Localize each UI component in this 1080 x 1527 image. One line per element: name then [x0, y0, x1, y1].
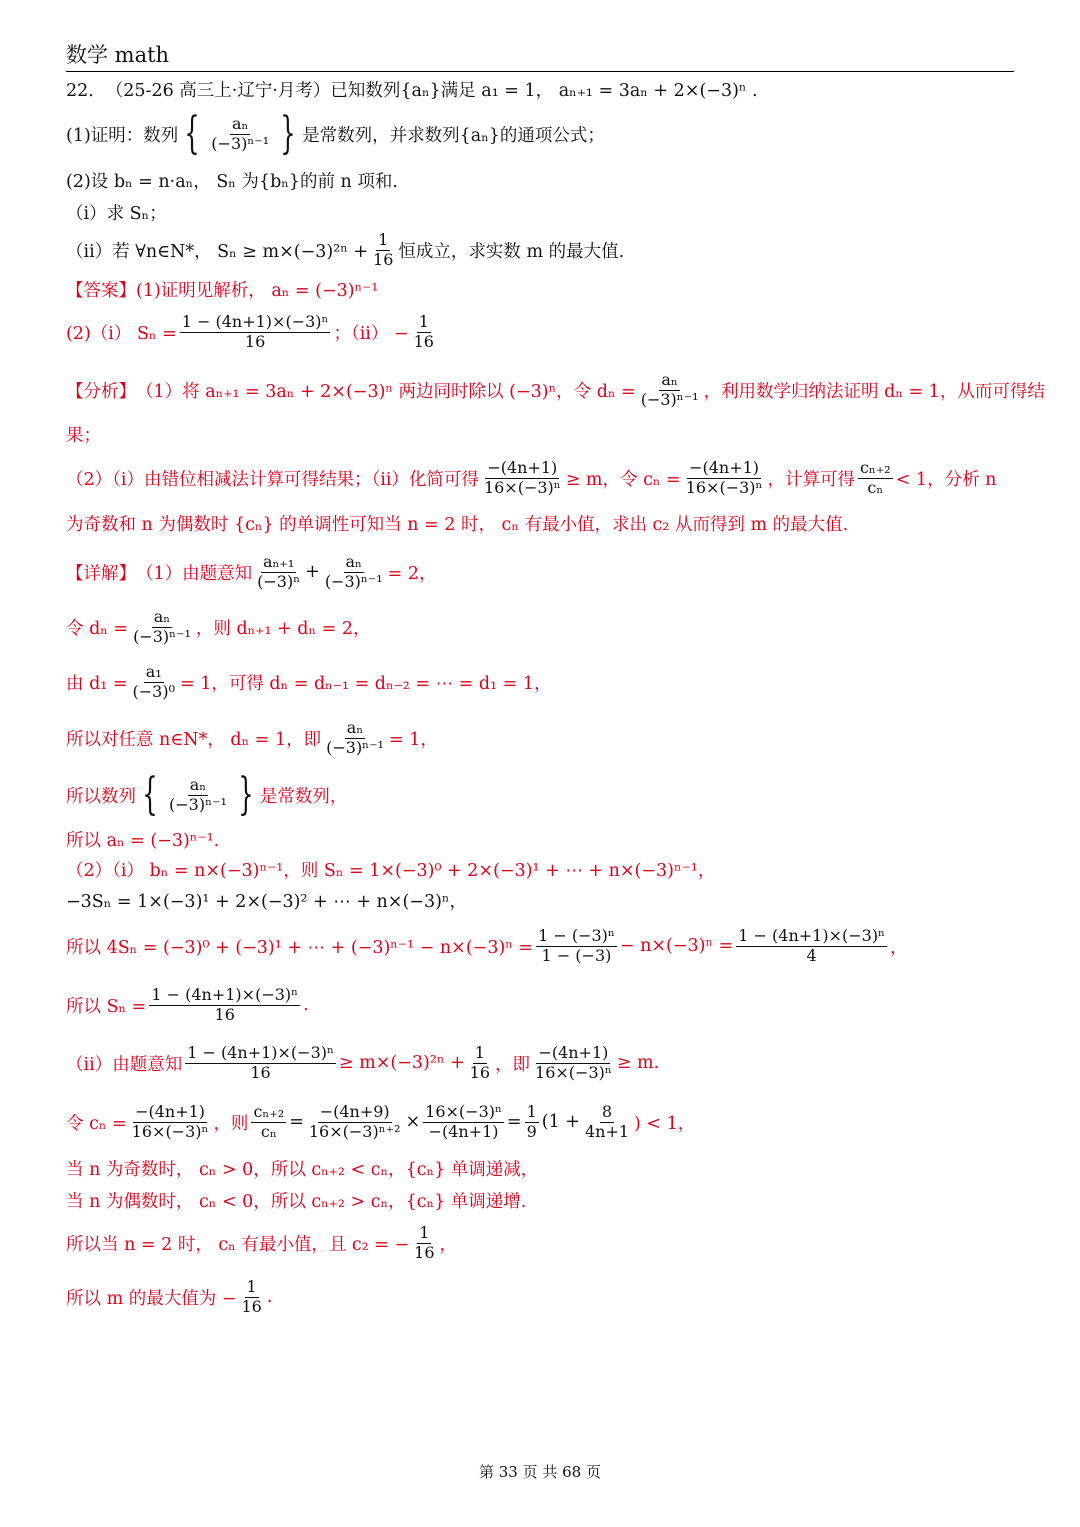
fraction: $\frac{\text{aₙ}}{\text{(−3)ⁿ⁻¹}}$ — [640, 370, 699, 409]
detail-line-6: 所以 aₙ = (−3)ⁿ⁻¹. — [66, 830, 220, 851]
problem-intro: 已知数列{aₙ}满足 a₁ = 1， aₙ₊₁ = 3aₙ + 2×(−3)ⁿ . — [330, 80, 758, 101]
fraction: $\frac{-(4n+9)}{\text{16×(−3)ⁿ⁺²}}$ — [308, 1102, 401, 1141]
fraction: $\frac{\text{aₙ₊₁}}{\text{(−3)ⁿ}}$ — [257, 552, 301, 591]
detail-line-9: 所以 4Sₙ = (−3)⁰ + (−3)¹ + ⋯ + (−3)ⁿ⁻¹ − n×(−3)ⁿ = $\frac{\text{1 − (−3)ⁿ}}{1 - (-3)}$ − n×(−3)ⁿ = $\frac{\text{1 − (4n+1)×(−3)ⁿ}}{4}$ ， — [66, 926, 908, 965]
fraction: $\frac{\text{16×(−3)ⁿ}}{-(4n+1)}$ — [425, 1102, 502, 1141]
analysis-line-4: 为奇数和 n 为偶数时 {cₙ} 的单调性可知当 n = 2 时， cₙ 有最小值，求出 c₂ 从而得到 m 的最大值. — [66, 514, 849, 535]
fraction: $\frac{\text{aₙ}}{\text{(−3)ⁿ⁻¹}}$ — [133, 607, 191, 646]
fraction: $\frac{8}{4n+1}$ — [584, 1102, 630, 1141]
part1-prefix: (1)证明：数列 — [66, 125, 179, 146]
detail-line-14: 当 n 为偶数时， cₙ < 0，所以 cₙ₊₂ > cₙ，{cₙ} 单调递增. — [66, 1191, 527, 1212]
analysis-line-2: 果； — [66, 425, 101, 446]
fraction: $\frac{1}{9}$ — [526, 1102, 537, 1141]
detail-label: 【详解】 — [66, 563, 136, 584]
fraction: $\frac{\text{cₙ₊₂}}{\text{cₙ}}$ — [859, 458, 891, 497]
fraction: $\frac{-(4n+1)}{\text{16×(−3)ⁿ}}$ — [535, 1043, 612, 1082]
fraction: $\frac{\text{1 − (4n+1)×(−3)ⁿ}}{16}$ — [181, 312, 329, 351]
analysis-line-3: （2）（i）由错位相减法计算可得结果；（ii）化简可得 $\frac{-(4n+1)}{\text{16×(−3)ⁿ}}$ ≥ m，令 cₙ = $\frac{-(4n+1)}{\text{16×(−3)ⁿ}}$ ，计算可得 $\frac{\text{cₙ₊₂}}{\text{cₙ}}$ < 1，分析 n — [66, 458, 997, 497]
problem-line-1 — [66, 74, 1016, 104]
page-footer — [0, 1461, 1080, 1482]
answer-line-1: 【答案】 (1)证明见解析， aₙ = (−3)ⁿ⁻¹ — [66, 272, 1016, 306]
fraction: $\frac{1}{16}$ — [241, 1277, 262, 1316]
fraction: $\frac{\text{1 − (4n+1)×(−3)ⁿ}}{16}$ — [187, 1043, 334, 1082]
detail-line-7: （2）（i） bₙ = n×(−3)ⁿ⁻¹，则 Sₙ = 1×(−3)⁰ + 2×(−3)¹ + ⋯ + n×(−3)ⁿ⁻¹， — [66, 860, 716, 881]
fraction: $\frac{-(4n+1)}{\text{16×(−3)ⁿ}}$ — [131, 1102, 209, 1141]
fraction: $\frac{\text{1 − (4n+1)×(−3)ⁿ}}{4}$ — [738, 926, 885, 965]
fraction: $\frac{\text{1 − (4n+1)×(−3)ⁿ}}{16}$ — [151, 985, 299, 1024]
detail-line-15: 所以当 n = 2 时， cₙ 有最小值，且 c₂ = − $\frac{1}{16}$ ， — [66, 1223, 458, 1262]
left-brace: { — [184, 108, 200, 159]
fraction: $\frac{\text{cₙ₊₂}}{\text{cₙ}}$ — [253, 1102, 285, 1141]
detail-line-11: （ii）由题意知 $\frac{\text{1 − (4n+1)×(−3)ⁿ}}{16}$ ≥ m×(−3)²ⁿ + $\frac{1}{16}$ ，即 $\frac{-(4n+1)}{\text{16×(−3)ⁿ}}$ ≥ m. — [66, 1043, 660, 1082]
right-brace: } — [280, 108, 296, 159]
braced-sequence — [136, 769, 260, 820]
detail-line-5: 所以数列 { $\frac{\text{aₙ}}{\text{(−3)ⁿ⁻¹}}$ } 是常数列， — [66, 769, 348, 820]
problem-part1 — [66, 104, 1016, 164]
header-title: 数学 math — [66, 43, 170, 67]
page-number: 第 33 页 共 68 页 — [478, 1463, 601, 1481]
problem-part2-ii: （ii）若 ∀n∈N*， Sₙ ≥ m×(−3)²ⁿ + $\frac{1}{16}$ 恒成立，求实数 m 的最大值. — [66, 230, 625, 269]
detail-line-8: −3Sₙ = 1×(−3)¹ + 2×(−3)² + ⋯ + n×(−3)ⁿ， — [66, 891, 467, 912]
fraction: $\frac{1}{16}$ — [414, 1223, 435, 1262]
problem-number: 22． — [66, 80, 106, 101]
detail-line-16: 所以 m 的最大值为 − $\frac{1}{16}$ . — [66, 1277, 273, 1316]
fraction: $\frac{-(4n+1)}{\text{16×(−3)ⁿ}}$ — [483, 458, 561, 497]
detail-line-10: 所以 Sₙ = $\frac{\text{1 − (4n+1)×(−3)ⁿ}}{16}$ . — [66, 985, 309, 1024]
fraction: $\frac{1}{16}$ — [469, 1043, 491, 1082]
right-brace: } — [238, 769, 254, 820]
problem-content — [66, 74, 1045, 1324]
detail-line-4: 所以对任意 n∈N*， dₙ = 1，即 $\frac{\text{aₙ}}{\text{(−3)ⁿ⁻¹}}$ = 1， — [66, 718, 438, 757]
detail-line-12: 令 cₙ = $\frac{-(4n+1)}{\text{16×(−3)ⁿ}}$ ，则 $\frac{\text{cₙ₊₂}}{\text{cₙ}}$ = $\frac{-(4n+9)}{\text{16×(−3)ⁿ⁺²}}$ × $\frac{\text{16×(−3)ⁿ}}{-(4n+1)}$ = $\frac{1}{9}$ (1 + $\frac{8}{4n+1}$ ) < 1， — [66, 1102, 696, 1141]
braced-sequence — [178, 108, 302, 159]
fraction: $\frac{\text{aₙ}}{\text{(−3)ⁿ⁻¹}}$ — [169, 775, 227, 814]
fraction: $\frac{1}{16}$ — [373, 230, 394, 269]
fraction: $\frac{\text{1 − (−3)ⁿ}}{1 - (-3)}$ — [538, 926, 615, 965]
fraction: $\frac{\text{a₁}}{\text{(−3)⁰}}$ — [132, 662, 175, 701]
fraction: $\frac{\text{aₙ}}{\text{(−3)ⁿ⁻¹}}$ — [211, 114, 270, 153]
analysis-label: 【分析】 — [66, 381, 136, 402]
fraction: $\frac{-(4n+1)}{\text{16×(−3)ⁿ}}$ — [685, 458, 763, 497]
page-header — [66, 40, 1014, 72]
detail-line-1: 【详解】 （1）由题意知 $\frac{\text{aₙ₊₁}}{\text{(−3)ⁿ}}$ + $\frac{\text{aₙ}}{\text{(−3)ⁿ⁻¹}}$ = 2， — [66, 552, 437, 591]
answer-label: 【答案】 — [66, 280, 136, 301]
fraction: $\frac{\text{aₙ}}{\text{(−3)ⁿ⁻¹}}$ — [326, 718, 384, 757]
detail-line-13: 当 n 为奇数时， cₙ > 0，所以 cₙ₊₂ < cₙ，{cₙ} 单调递减， — [66, 1159, 539, 1180]
left-brace: { — [142, 769, 158, 820]
detail-line-3: 由 d₁ = $\frac{\text{a₁}}{\text{(−3)⁰}}$ = 1，可得 dₙ = dₙ₋₁ = dₙ₋₂ = ⋯ = d₁ = 1， — [66, 662, 552, 701]
problem-source: （25-26 高三上·辽宁·月考） — [105, 80, 331, 101]
fraction: $\frac{\text{aₙ}}{\text{(−3)ⁿ⁻¹}}$ — [324, 552, 383, 591]
fraction: $\frac{1}{16}$ — [413, 312, 434, 351]
problem-part2-i: （i）求 Sₙ； — [66, 203, 167, 224]
answer-line-2: (2)（i） Sₙ = $\frac{\text{1 − (4n+1)×(−3)ⁿ}}{16}$ ；（ii） − $\frac{1}{16}$ — [66, 312, 434, 351]
analysis-line-1: 【分析】 （1）将 aₙ₊₁ = 3aₙ + 2×(−3)ⁿ 两边同时除以 (−3)ⁿ，令 dₙ = $\frac{\text{aₙ}}{\text{(−3)ⁿ⁻¹}}$ ，利用数学归纳法证明 dₙ = 1，从而可得结 — [66, 370, 1045, 409]
part1-suffix: 是常数列，并求数列{aₙ}的通项公式； — [302, 125, 605, 146]
problem-part2: (2)设 bₙ = n·aₙ， Sₙ 为{bₙ}的前 n 项和. — [66, 171, 398, 192]
detail-line-2: 令 dₙ = $\frac{\text{aₙ}}{\text{(−3)ⁿ⁻¹}}$ ，则 dₙ₊₁ + dₙ = 2， — [66, 607, 371, 646]
